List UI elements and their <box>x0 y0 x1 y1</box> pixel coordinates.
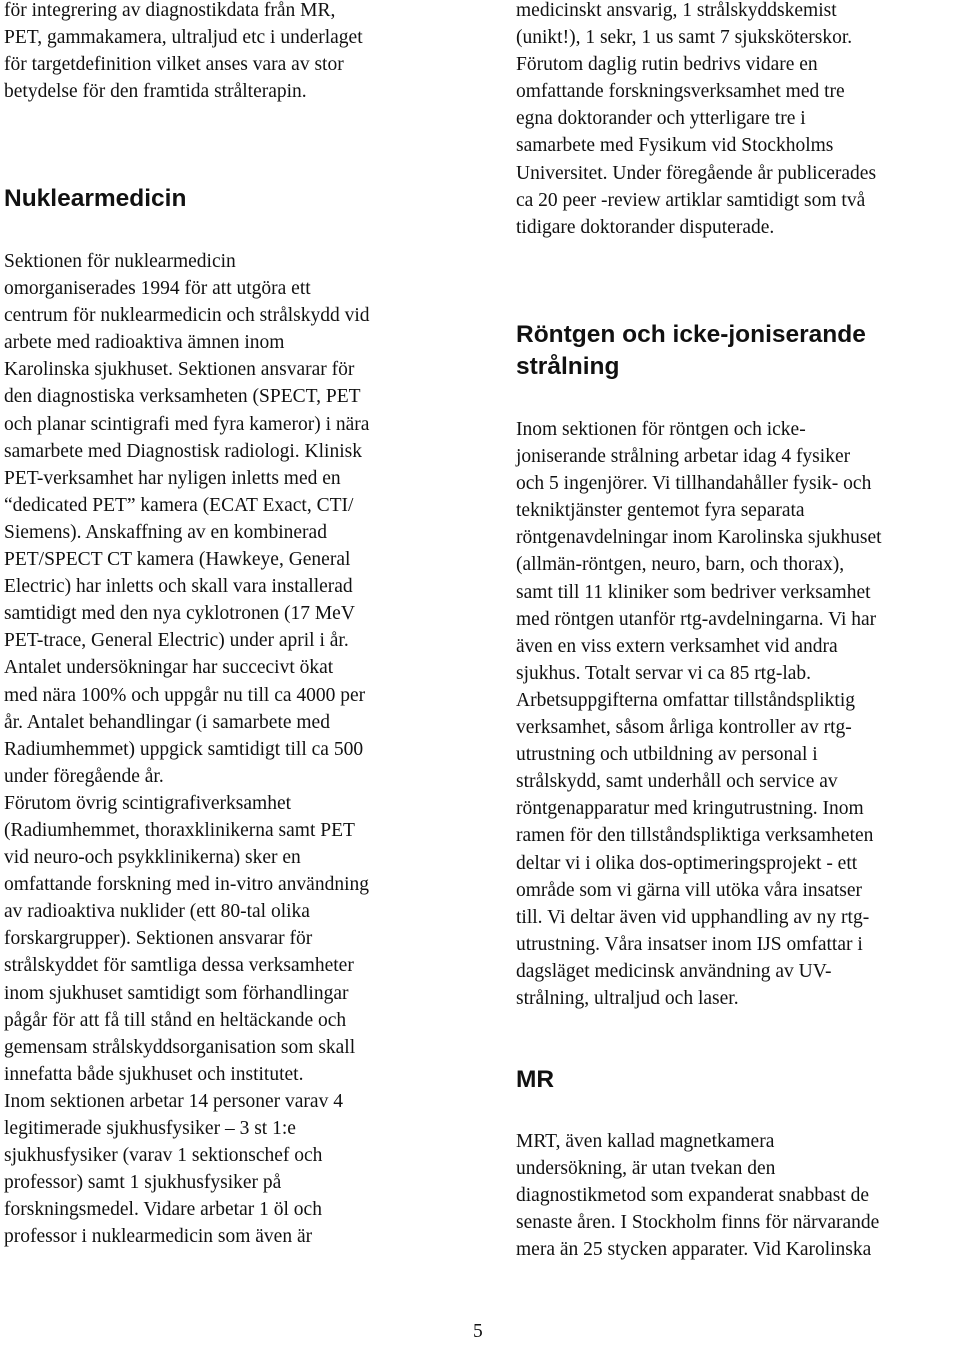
text-line: sjukhusfysiker (varav 1 sektionschef och <box>4 1145 323 1167</box>
text-line: Antalet undersökningar har succecivt ökat <box>4 657 334 679</box>
text-line: av radioaktiva nuklider (ett 80-tal olika <box>4 901 310 923</box>
text-line: utrustning. Våra insatser inom IJS omfattar i <box>516 933 863 955</box>
text-line: PET-trace, General Electric) under april i år. <box>4 630 349 652</box>
text-line: “dedicated PET” kamera (ECAT Exact, CTI/ <box>4 494 354 516</box>
text-line: Förutom övrig scintigrafiverksamhet <box>4 792 292 814</box>
text-line: PET/SPECT CT kamera (Hawkeye, General <box>4 549 351 571</box>
right-intro-paragraph <box>516 0 876 241</box>
text-line: utrustning och utbildning av personal i <box>516 744 818 766</box>
text-line: omfattande forskningsverksamhet med tre <box>516 81 845 103</box>
text-line: under föregående år. <box>4 765 164 787</box>
text-line: dagsläget medicinsk användning av UV- <box>516 960 832 982</box>
text-line: mera än 25 stycken apparater. Vid Karolinska <box>516 1239 872 1261</box>
text-line: joniserande strålning arbetar idag 4 fysiker <box>516 446 851 468</box>
heading-nuklearmedicin: Nuklearmedicin <box>4 185 187 212</box>
text-line: legitimerade sjukhusfysiker – 3 st 1:e <box>4 1118 296 1139</box>
heading-line: strålning <box>516 353 620 380</box>
text-line: och 5 ingenjörer. Vi tillhandahåller fysik- och <box>516 473 872 495</box>
text-line: MRT, även kallad magnetkamera <box>516 1131 775 1152</box>
text-line: ramen för den tillståndspliktiga verksamheten <box>516 825 874 847</box>
text-line: område som vi gärna vill utöka våra insatser <box>516 879 863 901</box>
text-line: professor) samt 1 sjukhusfysiker på <box>4 1172 282 1194</box>
text-line: centrum för nuklearmedicin och strålskydd vid <box>4 305 370 327</box>
text-line: den diagnostiska verksamheten (SPECT, PET <box>4 386 361 408</box>
text-line: innefatta både sjukhuset och institutet. <box>4 1063 304 1085</box>
text-line: egna doktorander och ytterligare tre i <box>516 108 806 130</box>
text-line: Electric) har inletts och skall vara installerad <box>4 576 353 598</box>
text-line: samtidigt med den nya cyklotronen (17 MeV <box>4 603 355 625</box>
text-line: år. Antalet behandlingar (i samarbete med <box>4 711 330 733</box>
text-line: även en viss extern verksamhet vid andra <box>516 635 838 657</box>
text-line: sjukhus. Totalt servar vi ca 85 rtg-lab. <box>516 662 812 684</box>
text-line: senaste åren. I Stockholm finns för närvarande <box>516 1212 880 1234</box>
page-number: 5 <box>473 1321 483 1342</box>
heading-line: Röntgen och icke-joniserande <box>516 321 866 348</box>
text-line: omfattande forskning med in-vitro användning <box>4 874 369 896</box>
text-line: pågår för att få till stånd en heltäckande och <box>4 1009 347 1031</box>
text-line: och planar scintigrafi med fyra kameror) i nära <box>4 413 370 435</box>
text-line: strålskydd, samt underhåll och service av <box>516 771 838 793</box>
text-line: Sektionen för nuklearmedicin <box>4 251 236 272</box>
text-line: Arbetsuppgifterna omfattar tillståndspliktig <box>516 689 856 711</box>
rontgen-body <box>516 416 882 1012</box>
text-line: för targetdefinition vilket anses vara av stor <box>4 54 344 76</box>
text-line: tekniktjänster gentemot fyra separata <box>516 500 805 522</box>
text-line: Siemens). Anskaffning av en kombinerad <box>4 521 327 543</box>
text-line: betydelse för den framtida strålterapin. <box>4 81 307 103</box>
text-line: gemensam strålskyddsorganisation som skall <box>4 1036 356 1058</box>
text-line: PET, gammakamera, ultraljud etc i underlaget <box>4 27 363 49</box>
nuklearmedicin-body <box>4 248 370 1250</box>
text-line: Inom sektionen arbetar 14 personer varav 4 <box>4 1090 343 1112</box>
text-line: röntgenapparatur med kringutrustning. Inom <box>516 798 864 820</box>
text-line: vid neuro-och psykklinikerna) sker en <box>4 847 301 869</box>
text-line: Universitet. Under föregående år publicerades <box>516 162 877 184</box>
text-line: röntgenavdelningar inom Karolinska sjukhuset <box>516 527 882 549</box>
text-line: Inom sektionen för röntgen och icke- <box>516 419 806 440</box>
text-line: (allmän-röntgen, neuro, barn, och thorax), <box>516 554 845 576</box>
text-line: Radiumhemmet) uppgick samtidigt till ca 500 <box>4 738 364 760</box>
left-intro-paragraph <box>4 0 363 105</box>
text-line: omorganiserades 1994 för att utgöra ett <box>4 278 311 300</box>
text-line: forskningsmedel. Vidare arbetar 1 öl och <box>4 1199 322 1221</box>
text-line: med nära 100% och uppgår nu till ca 4000 per <box>4 684 366 706</box>
text-line: Förutom daglig rutin bedrivs vidare en <box>516 54 818 76</box>
text-line: verksamhet, såsom årliga kontroller av rtg- <box>516 717 852 739</box>
text-line: tidigare doktorander disputerade. <box>516 216 775 238</box>
text-line: undersökning, är utan tvekan den <box>516 1158 776 1180</box>
heading-rontgen <box>516 319 866 383</box>
text-line: samt till 11 kliniker som bedriver verksamhet <box>516 581 871 603</box>
text-line: deltar vi i olika dos-optimeringsprojekt - ett <box>516 852 858 874</box>
text-line: medicinskt ansvarig, 1 strålskyddskemist <box>516 0 837 21</box>
heading-mr: MR <box>516 1066 555 1093</box>
text-line: diagnostikmetod som expanderat snabbast de <box>516 1185 870 1207</box>
mr-body <box>516 1128 879 1263</box>
text-line: för integrering av diagnostikdata från MR, <box>4 0 336 21</box>
text-line: (Radiumhemmet, thoraxklinikerna samt PET <box>4 819 355 841</box>
text-line: (unikt!), 1 sekr, 1 us samt 7 sjuksköterskor. <box>516 27 853 49</box>
text-line: ca 20 peer -review artiklar samtidigt som två <box>516 189 866 211</box>
text-line: till. Vi deltar även vid upphandling av ny rtg- <box>516 906 870 928</box>
text-line: strålning, ultraljud och laser. <box>516 987 739 1009</box>
text-line: Karolinska sjukhuset. Sektionen ansvarar för <box>4 359 355 381</box>
text-line: arbete med radioaktiva ämnen inom <box>4 332 285 354</box>
text-line: professor i nuklearmedicin som även är <box>4 1226 313 1248</box>
text-line: PET-verksamhet har nyligen inletts med en <box>4 467 341 489</box>
text-line: samarbete med Diagnostisk radiologi. Klinisk <box>4 440 362 462</box>
text-line: samarbete med Fysikum vid Stockholms <box>516 135 834 157</box>
text-line: inom sjukhuset samtidigt som förhandlingar <box>4 982 349 1004</box>
text-line: med röntgen utanför rtg-avdelningarna. Vi har <box>516 608 877 630</box>
text-line: strålskyddet för samtliga dessa verksamheter <box>4 955 354 977</box>
text-line: forskargrupper). Sektionen ansvarar för <box>4 928 313 950</box>
